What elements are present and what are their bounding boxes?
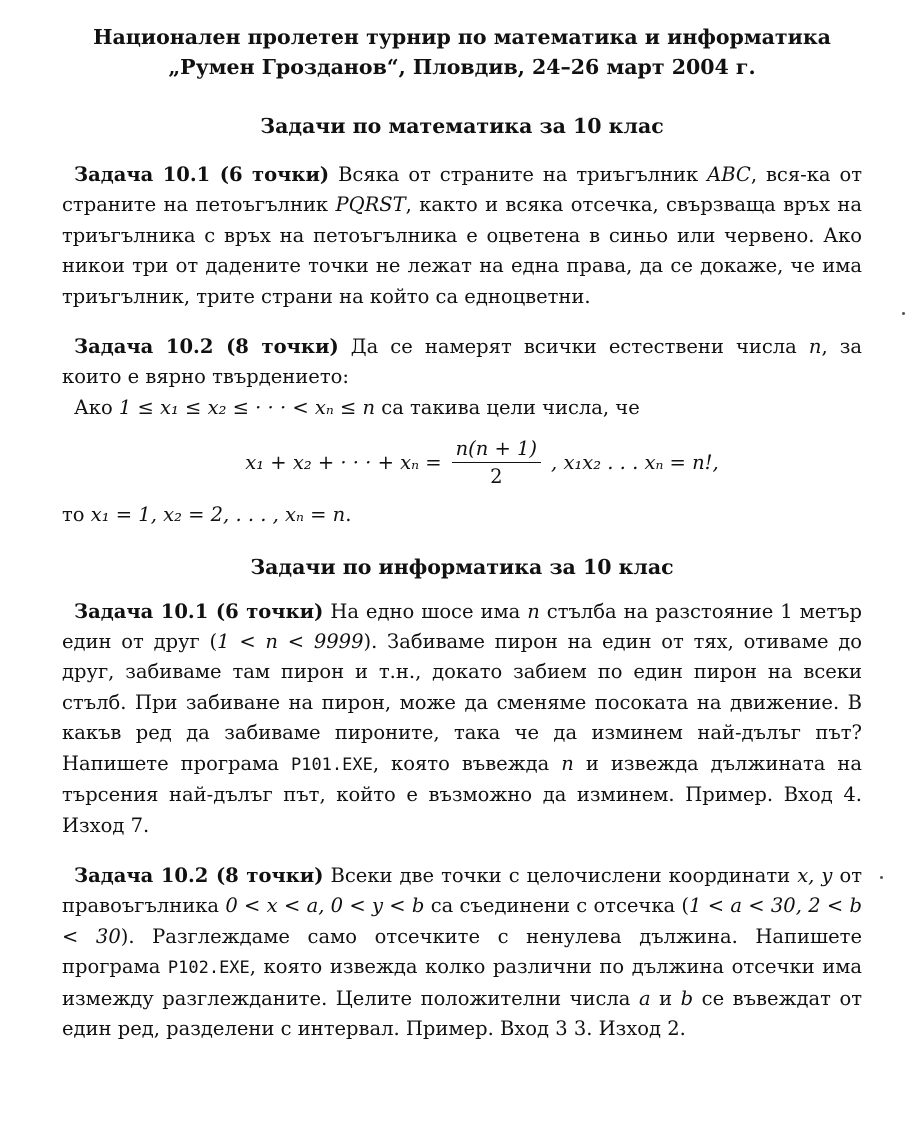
problem-text: , вся-ка от страните на петоъгълник	[62, 163, 862, 217]
problem-text: , която въвежда	[372, 751, 562, 775]
problem-text: и	[650, 986, 681, 1010]
formula-fraction	[452, 437, 541, 488]
program-name: P101.EXE	[290, 754, 373, 775]
math-variable: ABC	[707, 163, 751, 186]
math-variable: b	[680, 986, 694, 1010]
math-variable: n	[808, 335, 822, 359]
problem-conclusion	[62, 500, 862, 530]
problem-statement	[62, 332, 862, 393]
problem-text: от правоъгълника	[62, 863, 862, 918]
math-variable: a	[638, 986, 651, 1010]
document-title-line-2: „Румен Грозданов“, Пловдив, 24–26 март 2004 г.	[168, 55, 756, 79]
problem-condition	[62, 393, 862, 423]
problem-text: На едно шосе има	[323, 599, 528, 623]
display-formula	[62, 437, 862, 488]
formula-product: , x₁x₂ . . . xₙ = n!,	[551, 451, 719, 475]
problem-label: Задача 10.1 (6 точки)	[74, 163, 330, 186]
math-variable: x, y	[797, 863, 833, 887]
math-inequality: 1 ≤ x₁ ≤ x₂ ≤ · · · < xₙ ≤ n	[118, 395, 376, 419]
problem-text: са такива цели числа, че	[375, 395, 640, 419]
info-problem-2	[62, 861, 862, 1044]
problem-text: са съединени с отсечка (	[424, 894, 690, 918]
formula-sum: x₁ + x₂ + · · · + xₙ =	[245, 451, 442, 475]
problem-text: то	[62, 503, 91, 527]
program-name: P102.EXE	[167, 958, 250, 979]
scan-speck	[880, 876, 883, 879]
problem-text: стълба на разстояние 1 метър един от друг (	[62, 599, 863, 654]
math-inequality: 0 < x < a, 0 < y < b	[225, 894, 425, 918]
problem-text: и извежда дължината на търсения най-дълъг път, който е възможно да изминем. Пример. Вход 4. Изход 7.	[62, 751, 862, 837]
problem-text: Да се намерят всички естествени числа	[338, 335, 809, 359]
document-title-line-1: Национален пролетен турнир по математика и информатика	[93, 25, 831, 49]
fraction-numerator: n(n + 1)	[452, 437, 541, 463]
math-variable: n	[527, 599, 540, 623]
math-expression: x₁ = 1, x₂ = 2, . . . , xₙ = n	[90, 503, 346, 527]
problem-text: .	[345, 503, 352, 527]
problem-label: Задача 10.2 (8 точки)	[74, 335, 339, 359]
math-problem-1	[62, 160, 862, 312]
problem-text: се въвеждат от един ред, разделени с интервал. Пример. Вход 3 3. Изход 2.	[62, 986, 862, 1040]
math-variable: PQRST	[335, 193, 406, 217]
problem-text: , която извежда колко различни по дължина отсечки има измежду разглежданите. Целите положителни числа	[62, 955, 862, 1010]
scan-speck	[902, 312, 905, 315]
problem-text: , за които е вярно твърдението:	[62, 335, 862, 389]
math-variable: n	[561, 751, 574, 775]
problem-label: Задача 10.2 (8 точки)	[74, 863, 324, 887]
math-inequality: 1 < n < 9999	[217, 630, 364, 654]
problem-text: ). Забиваме пирон на един от тях, отиваме до друг, забиваме там пирон и т.н., докато забием по един пирон на всеки стълб. При забиване на пирон, може да сменяме посоката на движение. В какъв ред да забиваме пироните, така че да изминем най-дълъг път? Напишете програма	[62, 630, 862, 775]
info-section-title: Задачи по информатика за 10 клас	[250, 554, 674, 579]
fraction-denominator: 2	[490, 465, 503, 489]
math-inequality: 1 < a < 30, 2 < b < 30	[62, 894, 862, 948]
problem-text: Всяка от страните на триъгълник	[329, 163, 708, 186]
problem-label: Задача 10.1 (6 точки)	[74, 599, 324, 623]
math-problem-2	[62, 332, 862, 531]
problem-text: Всеки две точки с целочислени координати	[323, 863, 798, 887]
problem-text: , както и всяка отсечка, свързваща връх на триъгълника с връх на петоъгълника е оцветена в синьо или червено. Ако никои три от дадените точки не лежат на една права, да се докаже, че има триъгълник, трите страни на който са едноцветни.	[62, 193, 862, 308]
problem-text: ). Разглеждаме само отсечките с ненулева дължина. Напишете програма	[62, 924, 862, 979]
math-section-title: Задачи по математика за 10 клас	[260, 114, 664, 138]
problem-text: Ако	[74, 395, 119, 419]
info-problem-1	[62, 597, 862, 841]
